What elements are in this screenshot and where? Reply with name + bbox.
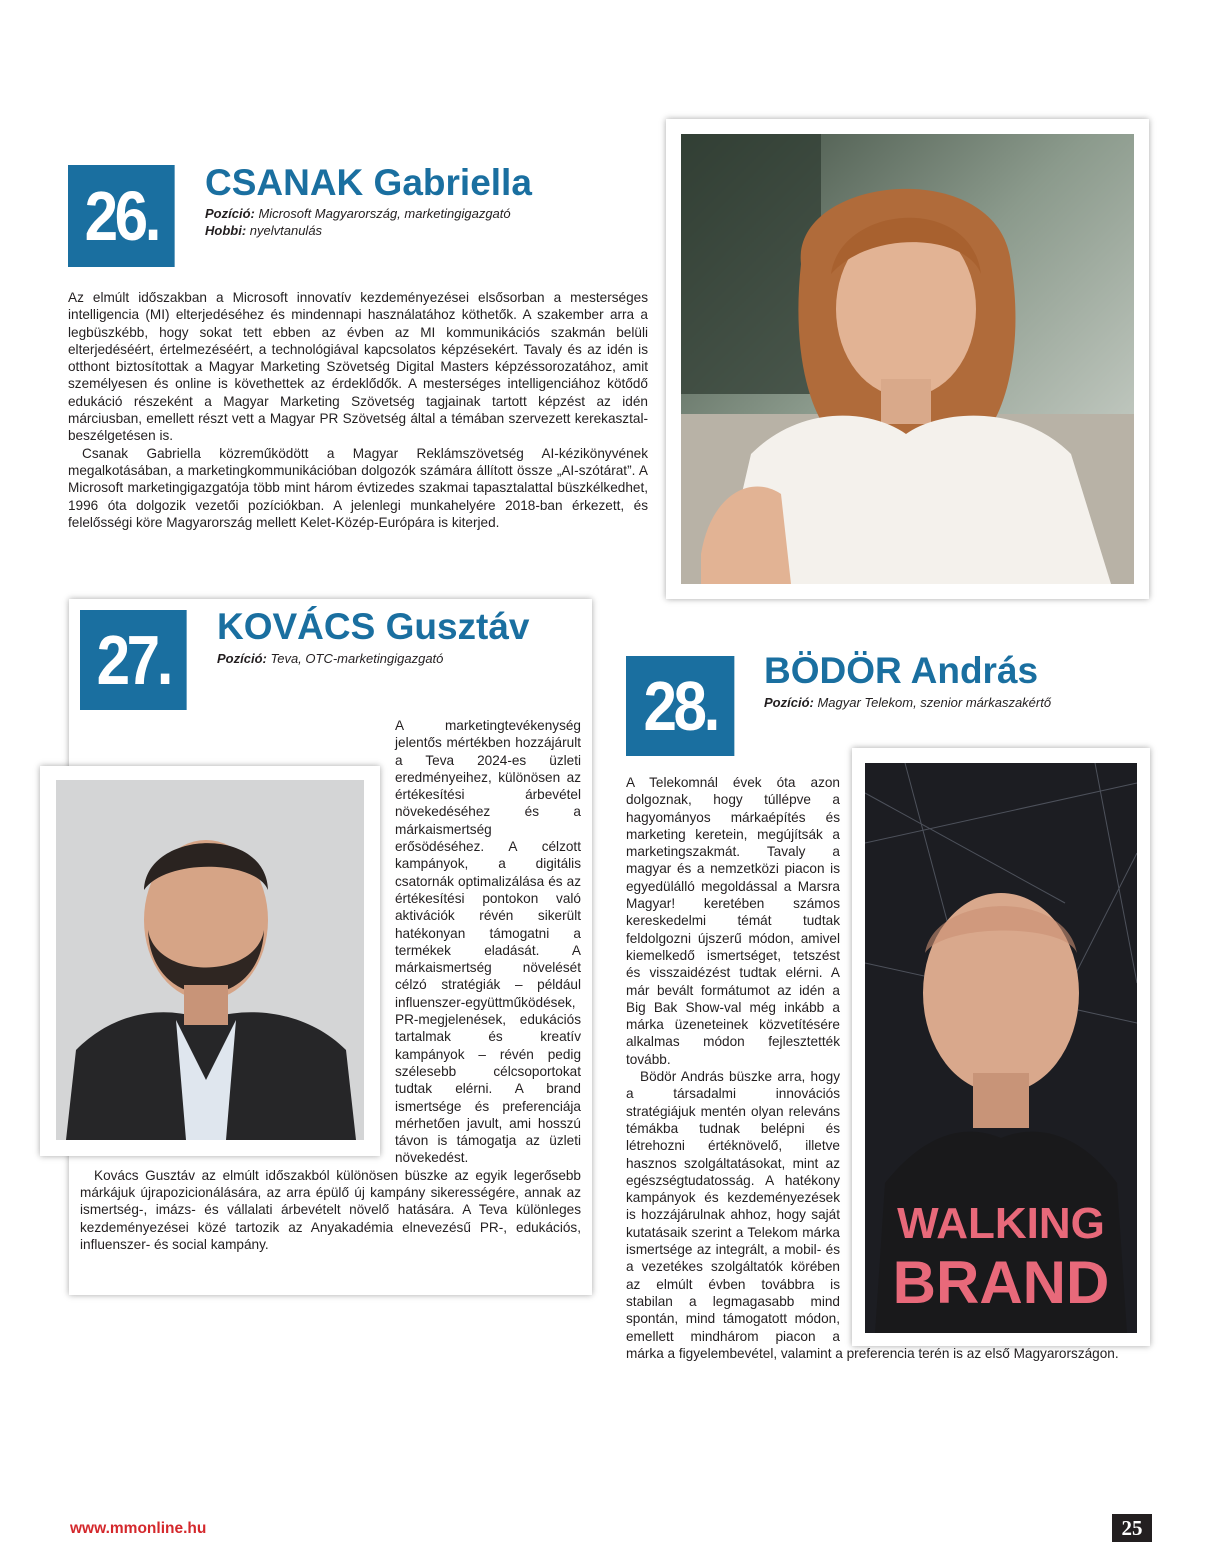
portrait-frame-26 (666, 119, 1149, 599)
position-value: Teva, OTC-marketingigazgató (270, 651, 444, 666)
paragraph: Bödör András büszke arra, hogy a társadalmi innovációs stratégiájuk mentén olyan releváns témákba tudnak belépni és létrehozni értéknövelő, illetve hasznos szolgáltatásokat, mint az egészségtudatosság. A hatékony kampányok és kezdeményezések is hozzájárulnak ahhoz, hogy saját kutatásaik szerint a Telekom márka ismertsége az integrált, a mobil- és a vezetékes szolgáltatók körében az elmúlt évben továbbra is stabilan a legmagasabb mind spontán, mind támogatott módon, emellett mindhárom piacon a márka a figyelembevétel, valamint a preferencia terén is az első Magyarországon. (626, 1069, 1119, 1361)
position-value: Magyar Telekom, szenior márkaszakértő (817, 695, 1052, 710)
rank-badge-26 (68, 165, 175, 267)
hobby-value: nyelvtanulás (249, 223, 323, 238)
portrait-photo-27 (56, 780, 364, 1140)
footer-url: www.mmonline.hu (70, 1520, 207, 1537)
portrait-photo-28 (865, 763, 1137, 1333)
shirt-text-line1: WALKING (897, 1199, 1105, 1248)
hobby-label: Hobbi: (205, 223, 247, 238)
portrait-photo-26 (681, 134, 1134, 584)
rank-number: 27. (96, 621, 171, 699)
profile-meta-28 (764, 694, 1051, 711)
shirt-text-line2: BRAND (892, 1249, 1110, 1316)
rank-number: 26. (84, 177, 159, 255)
paragraph: Az elmúlt időszakban a Microsoft innovatív kezdeményezései elsősorban a mesterséges intelligencia (MI) elterjedéséhez és mindennapi használatához köthetők. A szakember arra a legbüszkébb, hogy sokat tett ebben az évben az MI kommunikációs szakmán belüli elterjedéséért, értelmezéséért, a technológiával kapcsolatos képzésekért. Tavaly és az idén is otthont biztosítottak a Magyar Marketing Szövetség Digital Masters képzéssorozatához, amit személyesen és online is követhettek az érdeklődők. A mesterséges intelligenciához kötődő edukáció részeként a Magyar Marketing Szövetség tagjainak tartott képzést az idén márciusban, emellett részt vett a Magyar PR Szövetség által a témában szervezett kerekasztal-beszélgetésen is. (68, 290, 648, 444)
profile-body-26 (68, 289, 648, 531)
paragraph: Kovács Gusztáv az elmúlt időszakból különösen büszke az egyik legerősebb márkájuk újrapozicionálására, az arra épülő új kampány sikerességére, annak az ismertség-, imázs- és vállalati árbevételt növelő hatására. A Teva különleges kezdeményezései közé tartozik az Anyakadémia elnevezésű PR-, edukációs, influenszer- és social kampány. (80, 1167, 581, 1252)
paragraph: A marketingtevékenység jelentős mértékben hozzájárult a Teva 2024-es üzleti eredményeihez, különösen az értékesítési árbevétel növekedéséhez és a márkaismertség erősödéséhez. A célzott kampányok, a digitális csatornák optimalizálása és az értékesítési pontokon való aktivációk révén sikerült hatékonyan támogatni a termékek eladását. A márkaismertség növelését célzó stratégiák – például influenszer-együttműködések, PR-megjelenések, edukációs tartalmak és kreatív kampányok – révén pedig szélesebb célcsoportokat tudtak elérni. A brand ismertsége és preferenciája mérhetően javult, ami hosszú távon is támogatja az üzleti növekedést. (395, 718, 581, 1166)
profile-name-28: BÖDÖR András (764, 650, 1039, 691)
position-label: Pozíció: (217, 651, 267, 666)
profile-name-26: CSANAK Gabriella (205, 162, 532, 203)
profile-meta-26 (205, 205, 511, 239)
paragraph: A Telekomnál évek óta azon dolgoznak, hogy túllépve a hagyományos márkaépítés és marketing keretein, megújítsák a marketingszakmát. Tavaly a magyar és a nemzetközi piacon is egyedülálló megoldással a Marsra Magyar! keretében számos kereskedelmi témát tudtak feldolgozni újszerű módon, amivel kiemelkedő ismertséget, tetszést és visszaidézést tudtak elérni. A már bevált formátumot az idén a Big Bak Show-val még inkább a márka üzeneteinek közvetítésére alkalmas módon fejlesztették tovább. (626, 775, 840, 1067)
rank-badge-27 (80, 610, 187, 710)
page-number: 25 (1112, 1514, 1152, 1542)
position-value: Microsoft Magyarország, marketingigazgató (258, 206, 511, 221)
paragraph: Csanak Gabriella közreműködött a Magyar Reklámszövetség AI-kézikönyvének megalkotásában, a marketingkommunikációban dolgozók számára állított össze „AI-szótárat”. A Microsoft marketingigazgatója több mint három évtizedes szakmai tapasztalattal büszkélkedhet, 1996 óta dolgozik vezetői pozíciókban. A jelenlegi munkahelyére 2018-ban érkezett, és felelősségi köre Magyarország mellett Kelet-Közép-Európára is kiterjed. (68, 445, 648, 530)
rank-number: 28. (643, 667, 717, 745)
position-label: Pozíció: (764, 695, 814, 710)
profile-meta-27 (217, 650, 443, 667)
position-label: Pozíció: (205, 206, 255, 221)
portrait-frame-28 (852, 748, 1150, 1346)
portrait-frame-27 (40, 766, 380, 1156)
rank-badge-28 (626, 656, 734, 756)
profile-name-27: KOVÁCS Gusztáv (217, 606, 530, 647)
